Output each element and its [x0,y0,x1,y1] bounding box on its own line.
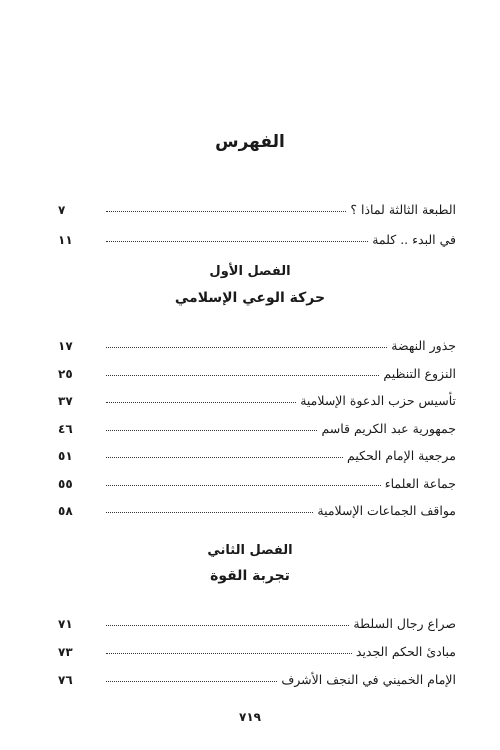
entry-label: مرجعية الإمام الحكيم [347,448,456,463]
entry-label: الطبعة الثالثة لماذا ؟ [350,202,456,217]
dot-leader [106,457,343,458]
chapter-heading: الفصل الثاني [207,543,293,558]
entry-label: جمهورية عبد الكريم قاسم [321,421,456,436]
entry-label: النزوع التنظيم [383,366,456,381]
entry-page-number: ٥١ [58,449,73,463]
toc-entry [58,414,456,436]
entry-label: صراع رجال السلطة [353,616,456,631]
toc-entry [58,386,456,408]
dot-leader [106,347,387,348]
dot-leader [106,485,381,486]
entry-label: مبادئ الحكم الجديد [355,644,456,659]
chapter-subtitle: تجربة القوة [210,568,290,584]
entry-page-number: ٥٥ [58,477,73,491]
entry-page-number: ٧٣ [58,645,73,659]
toc-title: الفهرس [215,132,285,152]
entry-label: تأسيس حزب الدعوة الإسلامية [300,393,456,408]
entry-page-number: ٤٦ [58,422,73,436]
dot-leader [106,512,313,513]
entry-label: مواقف الجماعات الإسلامية [317,503,456,518]
page-folio: ٧١٩ [239,710,261,724]
entry-label: الإمام الخميني في النجف الأشرف [281,672,456,687]
toc-entry [58,441,456,463]
dot-leader [106,430,317,431]
dot-leader [106,653,352,654]
entry-label: جذور النهضة [391,338,456,353]
entry-page-number: ٧ [58,203,66,217]
toc-entry [58,609,456,631]
entry-page-number: ١١ [58,233,73,247]
dot-leader [106,241,368,242]
toc-entry [58,225,456,247]
toc-entry [58,469,456,491]
dot-leader [106,402,296,403]
chapter-heading: الفصل الأول [209,264,291,279]
entry-page-number: ١٧ [58,339,73,353]
entry-label: في البدء .. كلمة [372,232,456,247]
entry-page-number: ٥٨ [58,504,73,518]
entry-page-number: ٣٧ [58,394,73,408]
toc-entry [58,665,456,687]
toc-entry [58,359,456,381]
chapter-subtitle: حركة الوعي الإسلامي [174,290,326,306]
entry-page-number: ٧٦ [58,673,73,687]
toc-entry [58,195,456,217]
toc-entry [58,637,456,659]
dot-leader [106,625,349,626]
dot-leader [106,681,277,682]
entry-page-number: ٢٥ [58,367,73,381]
toc-entry [58,496,456,518]
entry-page-number: ٧١ [58,617,73,631]
dot-leader [106,375,379,376]
dot-leader [106,211,346,212]
toc-entry [58,331,456,353]
entry-label: جماعة العلماء [384,476,456,491]
